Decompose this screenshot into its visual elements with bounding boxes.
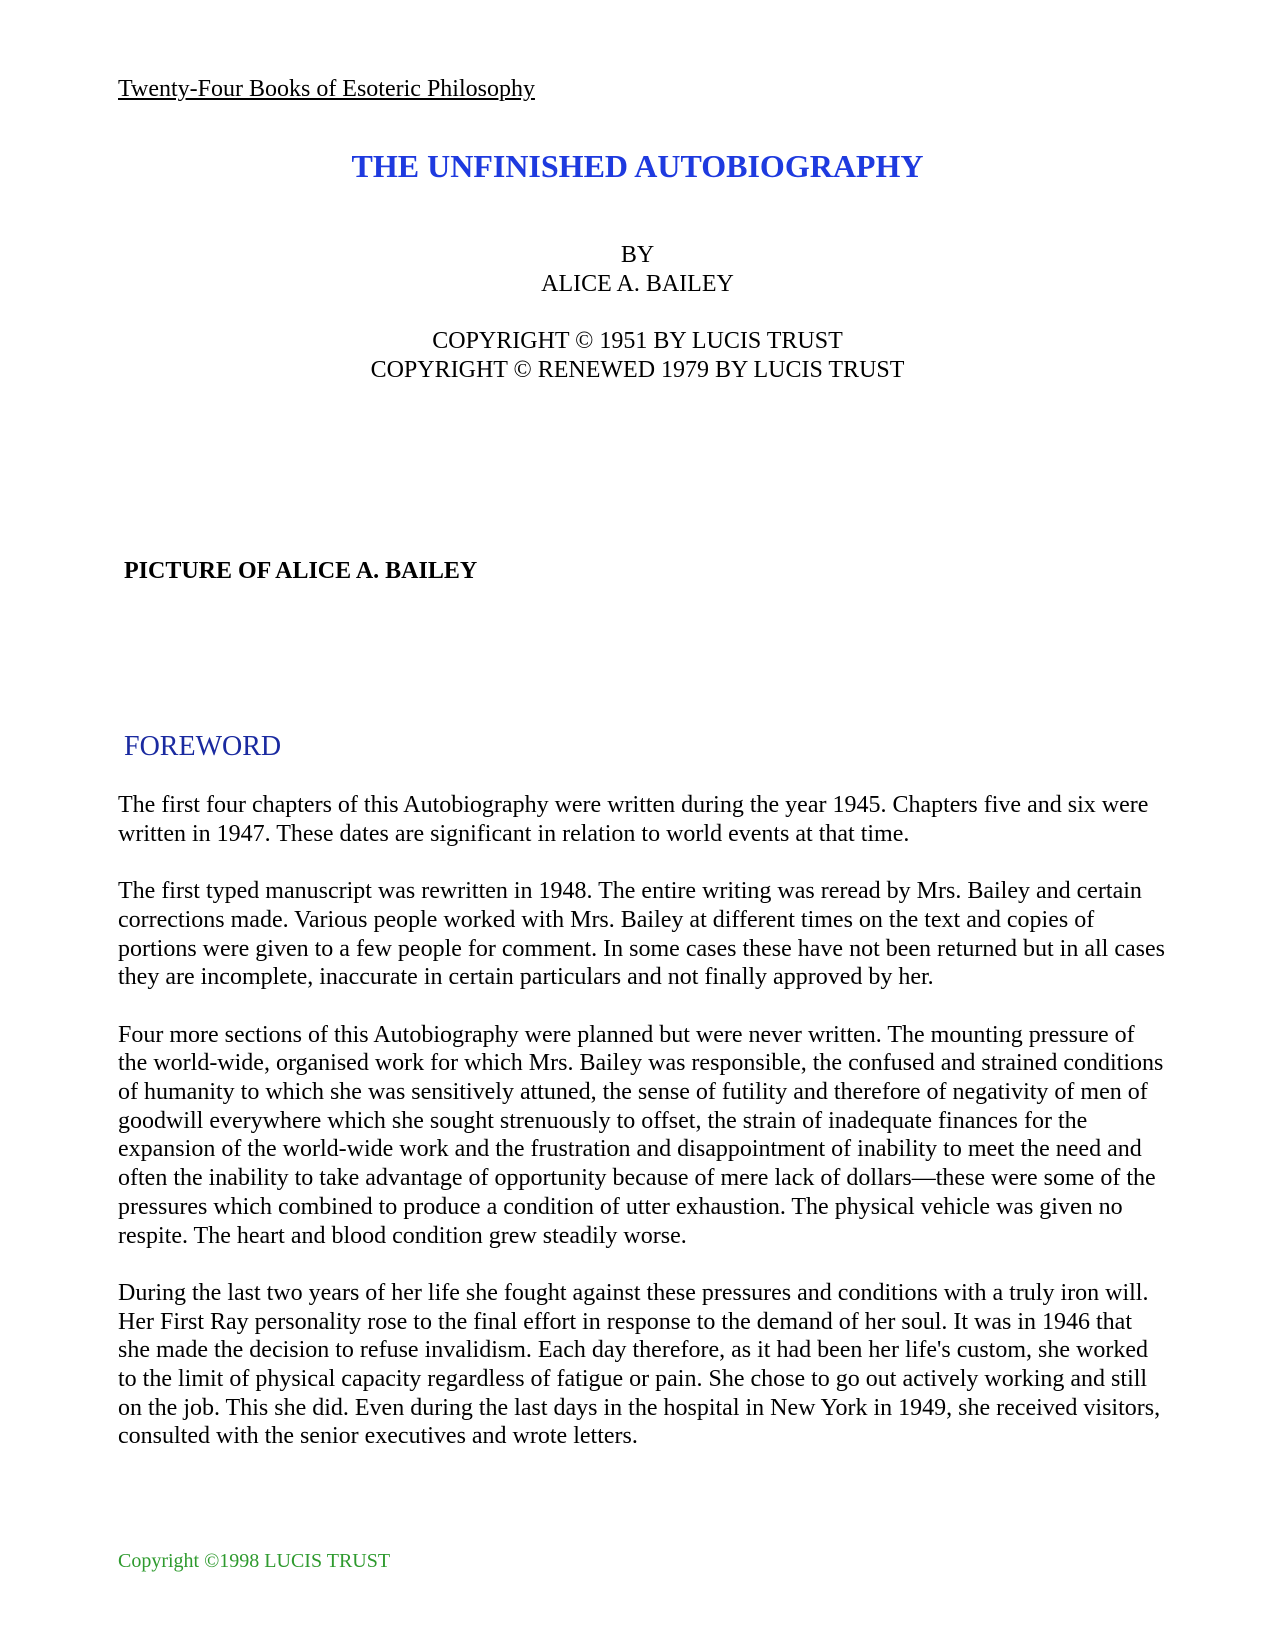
byline-by: BY (620, 242, 655, 268)
copyright-line-1: COPYRIGHT © 1951 BY LUCIS TRUST (432, 328, 843, 354)
byline-author: ALICE A. BAILEY (541, 271, 734, 297)
picture-caption: PICTURE OF ALICE A. BAILEY (124, 558, 478, 584)
footer-copyright: Copyright ©1998 LUCIS TRUST (118, 1550, 391, 1572)
book-title: THE UNFINISHED AUTOBIOGRAPHY (351, 148, 924, 184)
copyright-notice (0, 327, 1275, 385)
series-title-link[interactable]: Twenty-Four Books of Esoteric Philosophy (118, 76, 535, 102)
foreword-heading: FOREWORD (124, 731, 282, 762)
copyright-line-2: COPYRIGHT © RENEWED 1979 BY LUCIS TRUST (370, 357, 905, 383)
foreword-paragraph: Four more sections of this Autobiography were planned but were never written. The mounting pressure of the world-wide, organised work for which Mrs. Bailey was responsible, the confused and strained conditions of humanity to which she was sensitively attuned, the sense of futility and therefore of negativity of men of goodwill everywhere which she sought strenuously to offset, the strain of inadequate finances for the expansion of the world-wide work and the frustration and disappointment of inability to meet the need and often the inability to take advantage of opportunity because of mere lack of dollars—these were some of the pressures which combined to produce a condition of utter exhaustion. The physical vehicle was given no respite. The heart and blood condition grew steadily worse. (118, 1021, 1164, 1249)
byline (0, 241, 1275, 299)
foreword-paragraph: During the last two years of her life she fought against these pressures and conditions with a truly iron will. Her First Ray personality rose to the final effort in response to the demand of her soul. It was in 1946 that she made the decision to refuse invalidism. Each day therefore, as it had been her life's custom, she worked to the limit of physical capacity regardless of fatigue or pain. She chose to go out actively working and still on the job. This she did. Even during the last days in the hospital in New York in 1949, she received visitors, consulted with the senior executives and wrote letters. (118, 1279, 1161, 1450)
foreword-paragraph: The first typed manuscript was rewritten in 1948. The entire writing was reread by Mrs. Bailey and certain corrections made. Various people worked with Mrs. Bailey at different times on the text and copies of portions were given to a few people for comment. In some cases these have not been returned but in all cases they are incomplete, inaccurate in certain particulars and not finally approved by her. (118, 878, 1165, 991)
foreword-body (118, 791, 1168, 1480)
foreword-paragraph: The first four chapters of this Autobiography were written during the year 1945. Chapters five and six were written in 1947. These dates are significant in relation to world events at that time. (118, 792, 1149, 847)
